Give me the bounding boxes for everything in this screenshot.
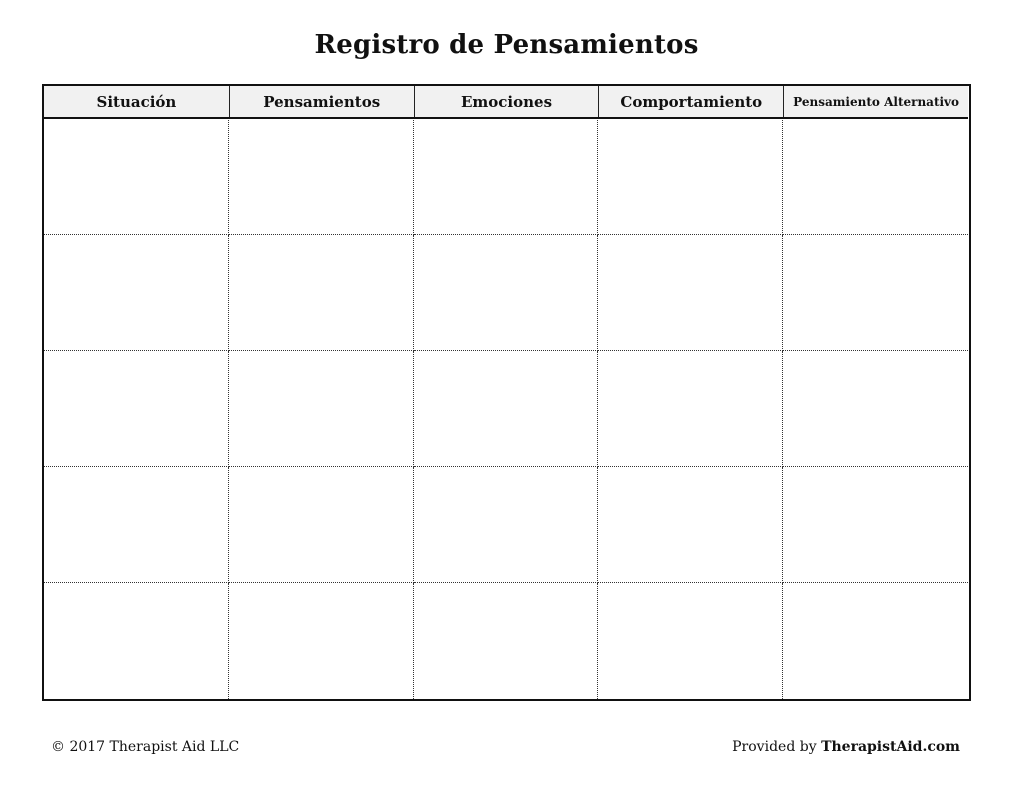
table-cell[interactable]: [229, 351, 414, 467]
table-cell[interactable]: [44, 235, 229, 351]
table-cell[interactable]: [44, 583, 229, 699]
column-header-comportamiento: Comportamiento: [598, 86, 783, 117]
table-cell[interactable]: [783, 467, 968, 583]
table-cell[interactable]: [783, 351, 968, 467]
table-cell[interactable]: [783, 235, 968, 351]
provided-by-credit: [732, 739, 960, 755]
table-cell[interactable]: [414, 235, 599, 351]
table-cell[interactable]: [598, 351, 783, 467]
table-cell[interactable]: [414, 467, 599, 583]
table-cell[interactable]: [414, 351, 599, 467]
brand-name: TherapistAid.com: [821, 739, 960, 755]
column-header-pensamiento-alternativo: Pensamiento Alternativo: [783, 86, 968, 117]
table-cell[interactable]: [229, 120, 414, 236]
page-title: Registro de Pensamientos: [314, 30, 699, 60]
table-cell[interactable]: [229, 583, 414, 699]
table-cell[interactable]: [44, 467, 229, 583]
copyright-notice: © 2017 Therapist Aid LLC: [51, 739, 240, 755]
table-cell[interactable]: [44, 120, 229, 236]
table-cell[interactable]: [414, 120, 599, 236]
table-body: [44, 120, 968, 699]
table-cell[interactable]: [229, 467, 414, 583]
table-cell[interactable]: [783, 120, 968, 236]
table-cell[interactable]: [598, 467, 783, 583]
column-header-situacion: Situación: [96, 92, 177, 111]
thought-record-table: [42, 84, 971, 701]
table-cell[interactable]: [229, 235, 414, 351]
table-cell[interactable]: [414, 583, 599, 699]
table-cell[interactable]: [783, 583, 968, 699]
table-cell[interactable]: [598, 120, 783, 236]
table-header-row: [44, 86, 968, 119]
column-header-pensamientos: Pensamientos: [229, 86, 414, 117]
provided-by-label: Provided by: [732, 739, 817, 755]
table-cell[interactable]: [44, 351, 229, 467]
column-header-emociones: Emociones: [414, 86, 599, 117]
table-cell[interactable]: [598, 235, 783, 351]
table-cell[interactable]: [598, 583, 783, 699]
